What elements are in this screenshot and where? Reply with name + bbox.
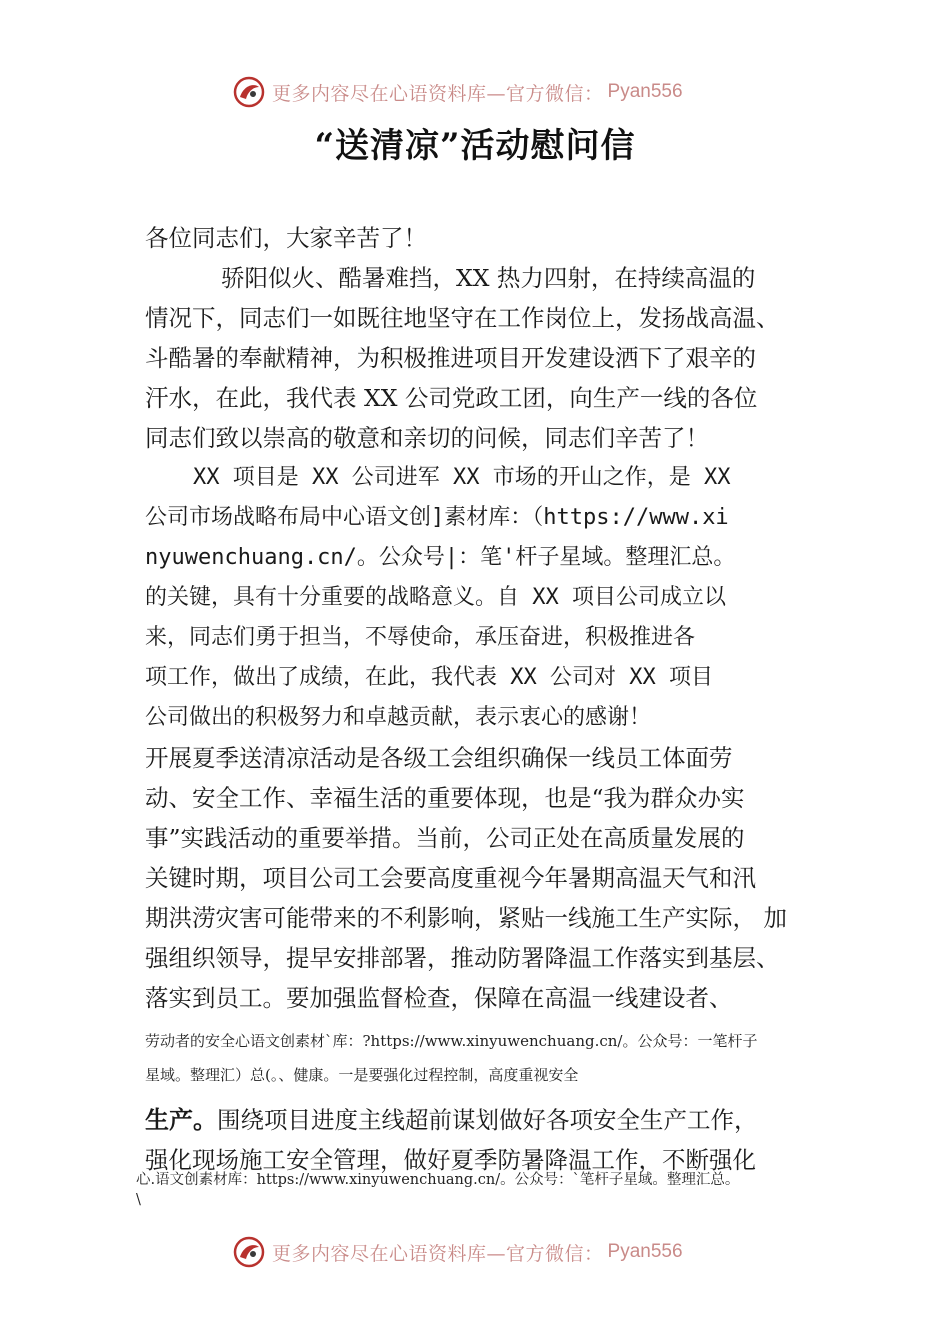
paragraph-1-line: 同志们致以崇高的敬意和亲切的问候，同志们辛苦了！	[145, 424, 709, 452]
paragraph-3-line: 期洪涝灾害可能带来的不利影响，紧贴一线施工生产实际， 加	[145, 904, 787, 932]
footer-banner	[232, 1232, 752, 1272]
paragraph-2-line: XX 项目是 XX 公司进军 XX 市场的开山之作，是 XX	[193, 465, 731, 490]
page-title: “送清凉”活动慰问信	[314, 126, 636, 166]
header-banner	[232, 72, 752, 112]
paragraph-2-line: 的关键，具有十分重要的战略意义。自 XX 项目公司成立以	[145, 585, 726, 610]
banner-wechat-id: Pyan556	[607, 1241, 683, 1262]
paragraph-1-line: 斗酷暑的奉献精神，为积极推进项目开发建设洒下了艰辛的	[145, 344, 756, 372]
lower-line-1-rest: 围绕项目进度主线超前谋划做好各项安全生产工作，	[217, 1106, 758, 1134]
banner-text: 更多内容尽在心语资料库—官方微信：	[272, 1242, 604, 1265]
paragraph-3-line: 动、安全工作、幸福生活的重要体现，也是“我为群众办实	[145, 784, 745, 812]
small-print-line: 劳动者的安全心语文创素材`库：?https://www.xinyuwenchuang.cn/。公众号：一笔杆子	[145, 1032, 758, 1050]
small-print-line: 星域。整理汇）总(。、健康。一是要强化过程控制，高度重视安全	[145, 1066, 579, 1084]
lower-line-1	[145, 1100, 835, 1140]
paragraph-1-line: 情况下，同志们一如既往地坚守在工作岗位上，发扬战高温、	[145, 304, 780, 332]
footnote-line: \	[136, 1192, 141, 1208]
paragraph-3-line: 落实到员工。要加强监督检查，保障在高温一线建设者、	[145, 984, 733, 1012]
paragraph-2-line: 公司市场战略布局中心语文创]素材库：（https://www.xi	[145, 505, 729, 530]
paragraph-3-line: 强组织领导，提早安排部署，推动防署降温工作落实到基层、	[145, 944, 780, 972]
bold-lead: 生产。	[145, 1106, 217, 1134]
paragraph-3-line: 事”实践活动的重要举措。当前，公司正处在高质量发展的	[145, 824, 745, 852]
paragraph-1-line: 骄阳似火、酷暑难挡，XX 热力四射，在持续高温的	[221, 264, 756, 292]
salutation: 各位同志们，大家辛苦了！	[145, 224, 427, 252]
brand-logo-icon	[232, 1235, 266, 1269]
banner-wechat-id: Pyan556	[607, 81, 683, 102]
paragraph-2-line: 项工作，做出了成绩，在此，我代表 XX 公司对 XX 项目	[145, 665, 713, 690]
paragraph-1-line: 汗水，在此，我代表 XX 公司党政工团，向生产一线的各位	[145, 384, 758, 412]
lower-line-2: 强化现场施工安全管理，做好夏季防暑降温工作，不断强化	[145, 1146, 756, 1174]
banner-text: 更多内容尽在心语资料库—官方微信：	[272, 82, 604, 105]
letter-body	[145, 218, 825, 1018]
paragraph-3-line: 关键时期，项目公司工会要高度重视今年暑期高温天气和汛	[145, 864, 756, 892]
small-print-block	[145, 1024, 835, 1092]
paragraph-3-line: 开展夏季送清凉活动是各级工会组织确保一线员工体面劳	[145, 744, 733, 772]
paragraph-2-line: 公司做出的积极努力和卓越贡献，表示衷心的感谢！	[145, 705, 652, 730]
brand-logo-icon	[232, 75, 266, 109]
footnote	[136, 1170, 856, 1210]
footnote-line: 心.语文创素材库：https://www.xinyuwenchuang.cn/。公众号：`笔杆子星域。整理汇总。	[136, 1172, 740, 1188]
lower-paragraph	[145, 1100, 835, 1180]
paragraph-2-line: 来，同志们勇于担当，不辱使命，承压奋进，积极推进各	[145, 625, 696, 650]
paragraph-2-line: nyuwenchuang.cn/。公众号|：笔'杆子星域。整理汇总。	[145, 545, 736, 570]
